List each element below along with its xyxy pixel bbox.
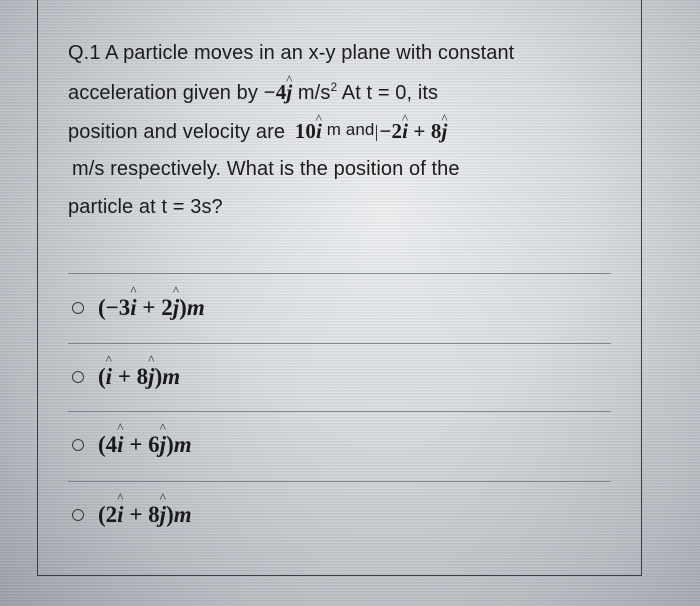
answer-option-b[interactable] <box>72 357 180 397</box>
paren-open: ( <box>98 364 106 389</box>
unit-vector-j: j ^ <box>441 112 447 151</box>
coefficient-y: 8 <box>136 364 149 389</box>
question-line-4 <box>68 150 628 189</box>
question-text <box>68 34 628 227</box>
plus-sign: + <box>408 119 431 143</box>
question-line-2 <box>68 73 628 112</box>
option-label <box>98 432 192 458</box>
unit-vector-j: j ^ <box>148 364 154 390</box>
unit-vector-i: i ^ <box>117 432 123 458</box>
question-text-segment: position and velocity are <box>68 121 291 143</box>
question-text-segment: m and <box>321 120 375 139</box>
coefficient-x: −3 <box>105 295 131 320</box>
plus-sign: + <box>123 432 149 457</box>
velocity-coefficient-y: 8 <box>430 119 442 143</box>
unit-vector-i: i ^ <box>106 364 112 390</box>
question-line-5-text: particle at t = 3s? <box>68 196 223 218</box>
acceleration-vector <box>264 80 293 104</box>
radio-button-icon[interactable] <box>72 302 84 314</box>
unit-vector-j: j ^ <box>286 73 292 112</box>
question-line-5 <box>68 188 628 227</box>
option-label <box>98 502 192 528</box>
option-label <box>98 364 180 390</box>
velocity-coefficient-x: −2 <box>379 119 403 143</box>
coefficient-x: 4 <box>105 432 118 457</box>
paren-close: ) <box>154 364 163 389</box>
units-superscript: 2 <box>330 79 338 94</box>
coefficient-x: 2 <box>105 502 118 527</box>
position-coefficient: 10 <box>294 119 316 143</box>
question-text-segment: At t = 0, its <box>337 81 439 104</box>
coefficient-y: 6 <box>148 432 160 457</box>
plus-sign: + <box>123 502 149 527</box>
paren-close: ) <box>166 502 174 527</box>
position-vector <box>295 119 322 143</box>
paren-open: ( <box>98 432 106 457</box>
accel-units: m/s <box>292 81 331 104</box>
question-line-3 <box>68 111 628 150</box>
answer-option-c[interactable] <box>72 425 192 465</box>
radio-button-icon[interactable] <box>72 439 84 451</box>
unit-vector-j: j ^ <box>173 295 179 321</box>
plus-sign: + <box>112 364 137 389</box>
unit-vector-i: i ^ <box>117 502 123 528</box>
unit-vector-j: j ^ <box>160 432 166 458</box>
radio-button-icon[interactable] <box>72 509 84 521</box>
divider <box>68 343 611 344</box>
paren-open: ( <box>98 295 106 320</box>
unit-vector-i: i ^ <box>316 112 322 151</box>
unit-vector-i: i ^ <box>402 112 408 151</box>
question-line-4-text: m/s respectively. What is the position of the <box>72 157 460 180</box>
divider <box>68 481 611 482</box>
unit-label: m <box>186 295 205 320</box>
unit-label: m <box>173 502 192 527</box>
accel-coefficient: −4 <box>263 79 287 104</box>
divider <box>68 273 611 274</box>
paren-close: ) <box>179 295 187 320</box>
answer-option-d[interactable] <box>72 495 192 535</box>
unit-label: m <box>162 364 181 389</box>
divider <box>68 411 611 412</box>
unit-vector-j: j ^ <box>160 502 166 528</box>
radio-button-icon[interactable] <box>72 371 84 383</box>
text-cursor-icon <box>376 125 377 141</box>
question-text-segment: acceleration given by <box>68 81 264 104</box>
velocity-vector <box>379 119 447 143</box>
paren-close: ) <box>166 432 174 457</box>
unit-label: m <box>173 432 192 457</box>
question-line-1-text: Q.1 A particle moves in an x-y plane with constant <box>68 42 515 64</box>
question-line-1 <box>68 34 628 73</box>
option-label <box>98 295 205 321</box>
answer-option-a[interactable] <box>72 288 205 328</box>
coefficient-y: 8 <box>148 502 160 527</box>
unit-vector-i: i ^ <box>130 295 136 321</box>
coefficient-y: 2 <box>161 295 173 320</box>
paren-open: ( <box>98 502 106 527</box>
plus-sign: + <box>136 295 162 320</box>
